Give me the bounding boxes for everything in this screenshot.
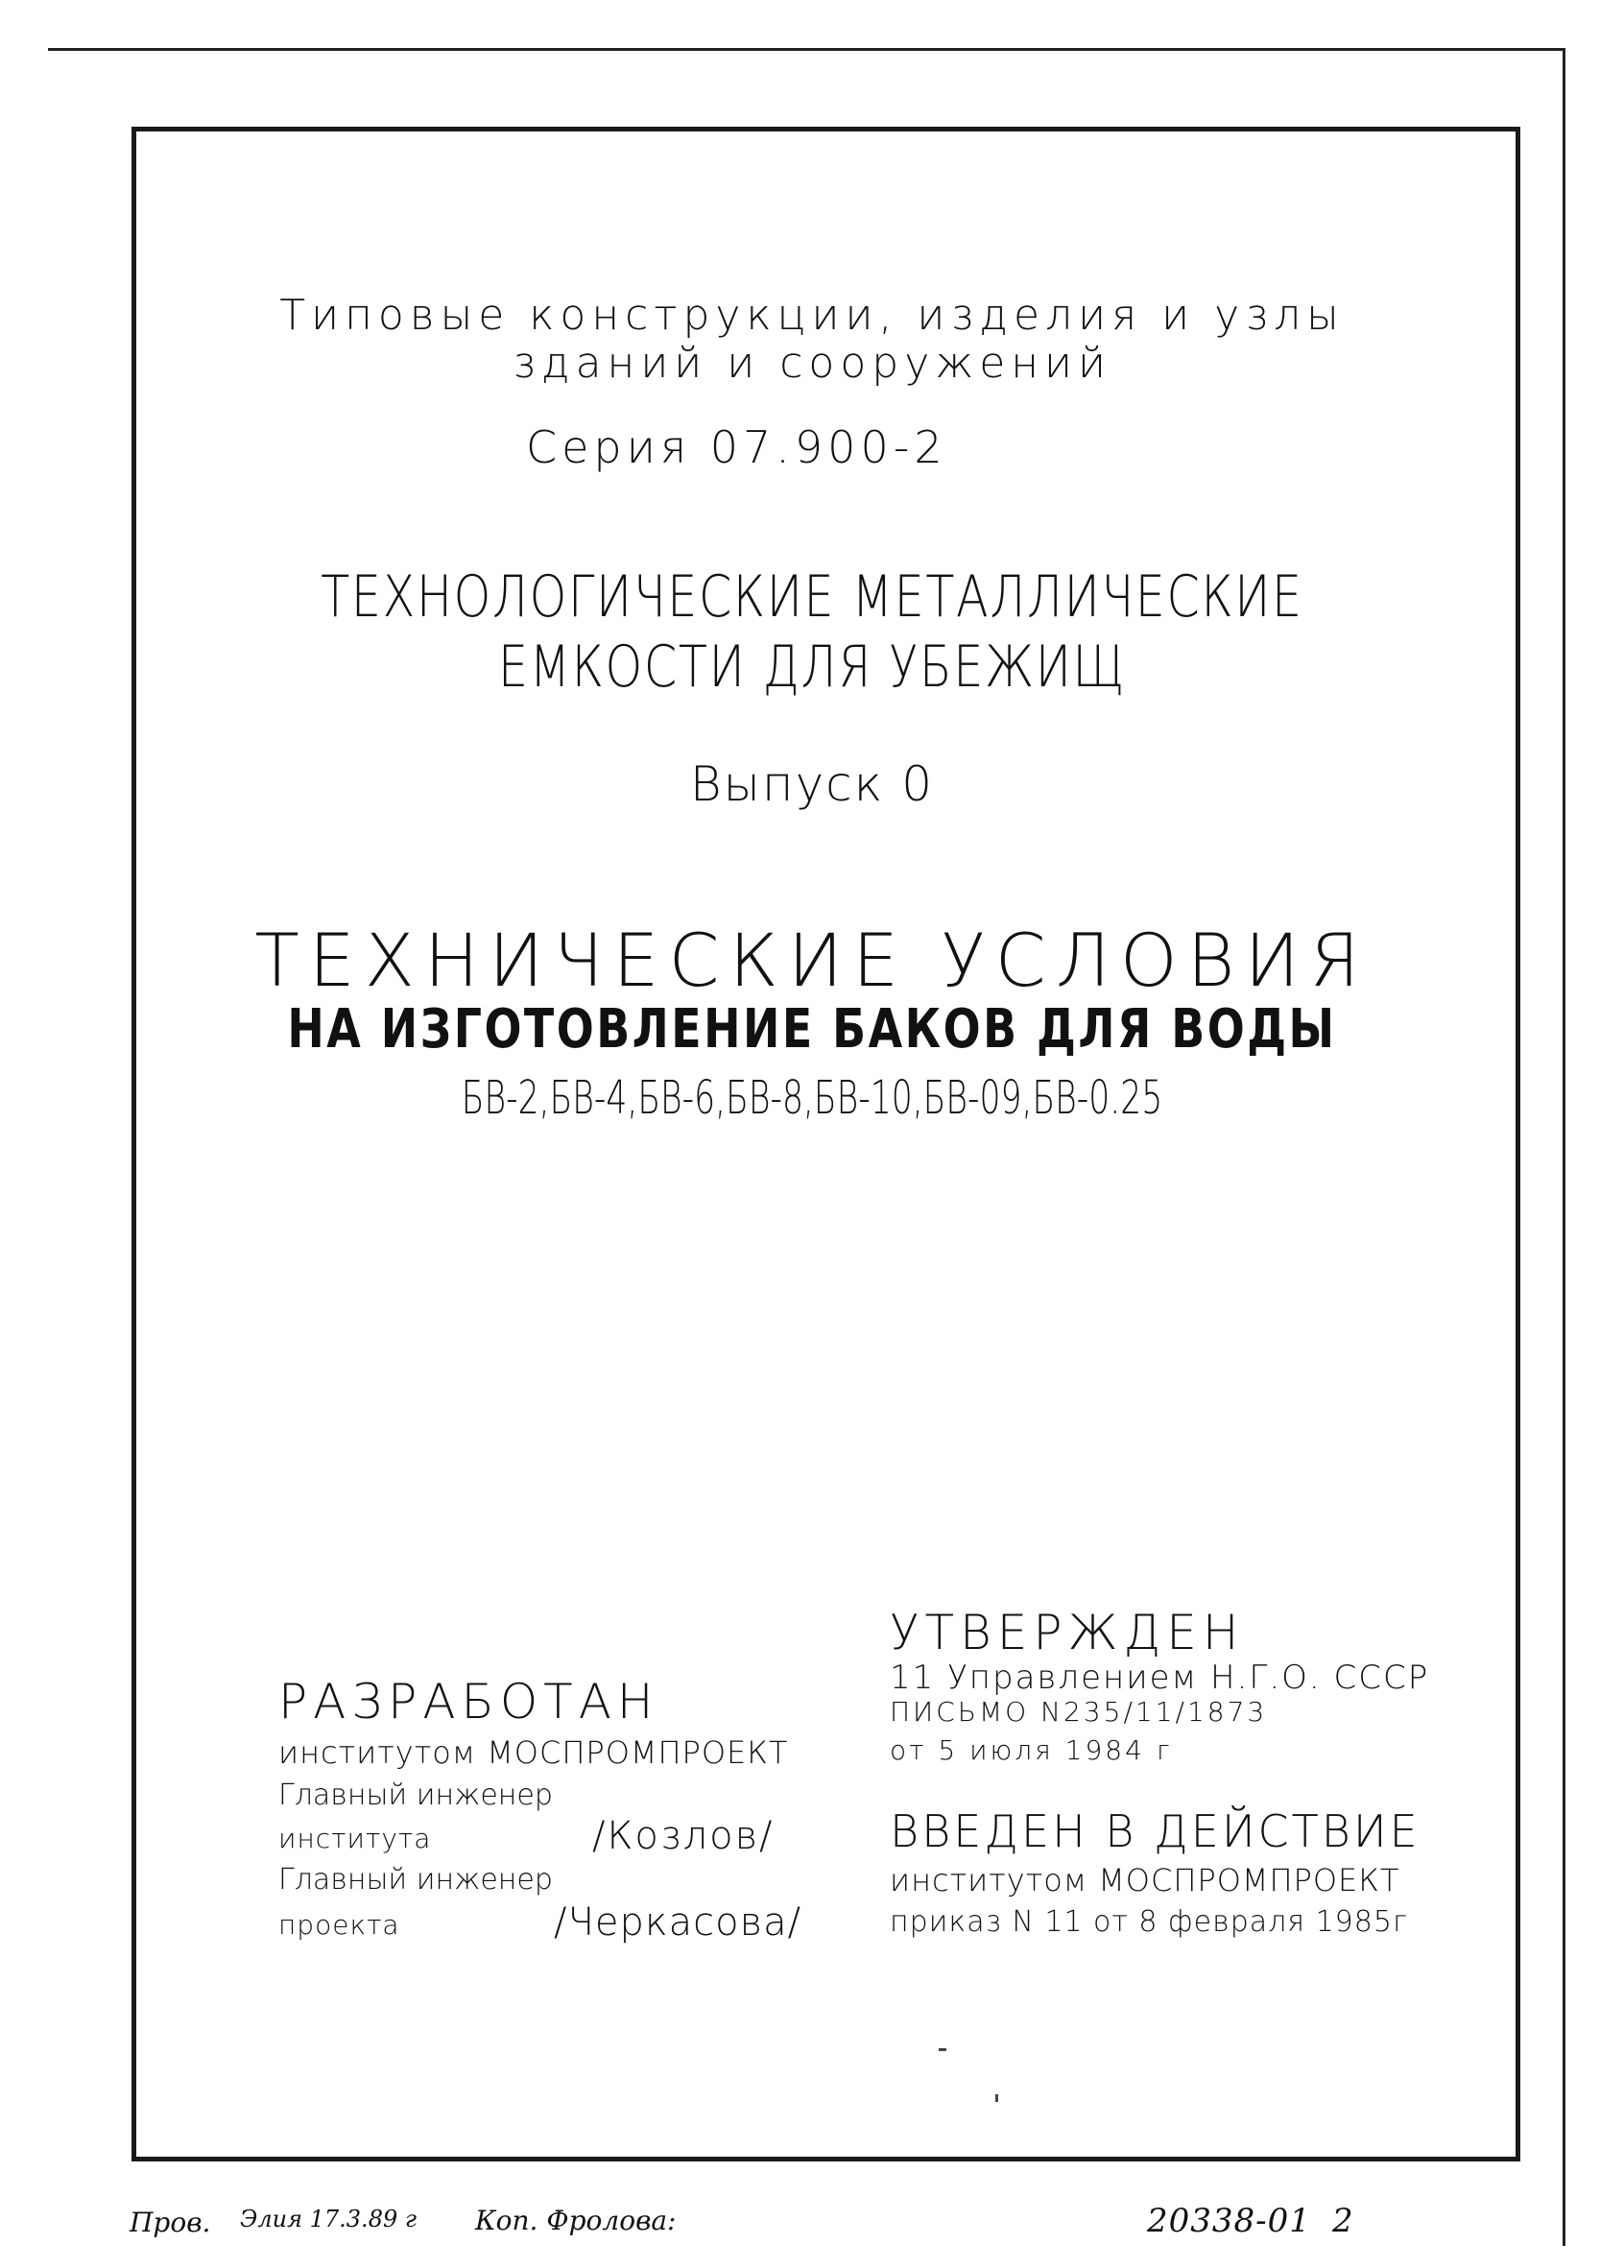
subject-line-3: БВ-2,БВ-4,БВ-6,БВ-8,БВ-10,БВ-09,БВ-0.25 bbox=[461, 1071, 1163, 1125]
header-line-2: зданий и сооружений bbox=[513, 339, 1111, 388]
footer-checked-label: Пров. bbox=[130, 2207, 211, 2238]
enacted-line-1: институтом МОСПРОМПРОЕКТ bbox=[890, 1862, 1400, 1898]
footer-copied-signature: Коп. Фролова: bbox=[475, 2205, 677, 2236]
developed-heading: РАЗРАБОТАН bbox=[278, 1674, 659, 1730]
approved-line-3: от 5 июля 1984 г bbox=[890, 1734, 1173, 1766]
role-chief-engineer-project-1: Главный инженер bbox=[278, 1863, 553, 1897]
role-chief-engineer-institute-2: института bbox=[278, 1823, 432, 1854]
person-cherkasova: /Черкасова/ bbox=[554, 1900, 802, 1945]
footer-doc-number: 20338-01 bbox=[1147, 2202, 1311, 2240]
top-border-line bbox=[48, 48, 1564, 51]
title-line-2: ЕМКОСТИ ДЛЯ УБЕЖИЩ bbox=[497, 633, 1127, 701]
stray-mark bbox=[995, 2094, 998, 2102]
approved-heading: УТВЕРЖДЕН bbox=[890, 1605, 1245, 1660]
header-line-1: Типовые конструкции, изделия и узлы bbox=[279, 291, 1345, 340]
series-label: Серия 07.900-2 bbox=[526, 421, 947, 473]
issue-label: Выпуск 0 bbox=[689, 756, 935, 812]
subject-line-2: НА ИЗГОТОВЛЕНИЕ БАКОВ ДЛЯ ВОДЫ bbox=[287, 998, 1337, 1061]
approved-line-2: ПИСЬМО N235/11/1873 bbox=[890, 1696, 1268, 1728]
title-line-1: ТЕХНОЛОГИЧЕСКИЕ МЕТАЛЛИЧЕСКИЕ bbox=[321, 563, 1303, 631]
subject-line-1: ТЕХНИЧЕСКИЕ УСЛОВИЯ bbox=[254, 918, 1370, 1003]
stray-mark bbox=[939, 2048, 946, 2051]
role-chief-engineer-project-2: проекта bbox=[278, 1909, 400, 1941]
footer-checked-signature: Элия 17.3.89 г bbox=[240, 2206, 417, 2232]
role-chief-engineer-institute-1: Главный инженер bbox=[278, 1779, 553, 1812]
person-kozlov: /Козлов/ bbox=[592, 1814, 775, 1858]
developed-institute: институтом МОСПРОМПРОЕКТ bbox=[278, 1734, 789, 1771]
enacted-heading: ВВЕДЕН В ДЕЙСТВИЕ bbox=[890, 1805, 1421, 1857]
footer-page-number: 2 bbox=[1332, 2202, 1353, 2240]
approved-line-1: 11 Управлением Н.Г.О. СССР bbox=[890, 1659, 1430, 1697]
enacted-line-2: приказ N 11 от 8 февраля 1985г bbox=[890, 1905, 1408, 1939]
